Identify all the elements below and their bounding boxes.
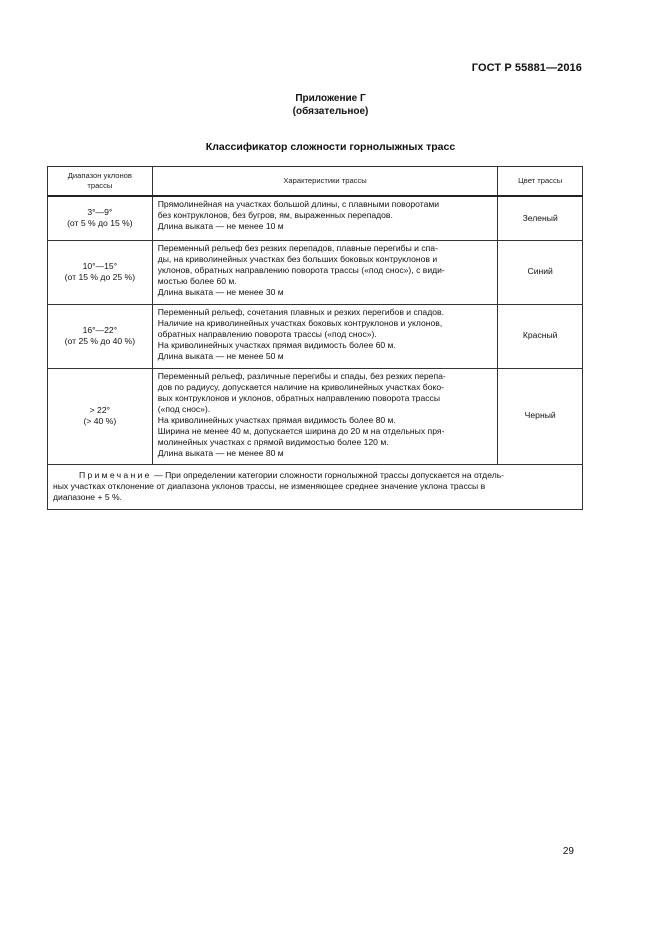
trail-color-cell: Красный [498,304,583,368]
characteristics-line: («под снос»). [157,403,211,414]
characteristics-line: без контруклонов, без бугров, ям, выраженных перепадов. [157,210,393,221]
characteristics-line: вых контруклонов и уклонов, обратных направлению поворота трассы [157,392,440,403]
note-line [53,470,577,481]
table-row [48,240,583,304]
characteristics-line: Ширина не менее 40 м, допускается ширина до 20 м на отдельных пря- [157,425,445,436]
characteristics-line: уклонов, обратных направлению поворота трассы («под снос»), с види- [157,264,445,275]
table-title: Классификатор сложности горнолыжных трасс [205,141,456,153]
note-label: Примечание [79,469,152,480]
document-id: ГОСТ Р 55881—2016 [471,62,582,74]
table-row [48,196,583,240]
characteristics-cell [152,368,498,464]
characteristics-cell [152,240,498,304]
characteristics-line: На криволинейных участках прямая видимость более 80 м. [157,414,396,425]
note-line: диапазоне + 5 %. [53,491,123,502]
slope-range-percent: (от 15 % до 25 %) [64,272,136,282]
table-note-row [48,464,583,509]
characteristics-line: молинейных участках с прямой видимостью более 120 м. [157,437,389,448]
characteristics-line: Наличие на криволинейных участках боковых контруклонов и уклонов, [157,317,443,328]
column-header-range-line: трассы [87,181,113,190]
column-header-color: Цвет трассы [498,167,583,197]
slope-range-degrees: 10°—15° [82,260,118,271]
column-header-characteristics: Характеристики трассы [152,167,498,197]
column-header-range [48,167,153,197]
annex-heading [0,92,661,118]
characteristics-line: Прямолинейная на участках большой длины, с плавными поворотами [157,199,440,209]
characteristics-line: обратных направлению поворота трассы («под снос»). [157,328,377,339]
slope-range-degrees: > 22° [89,404,111,415]
slope-range-degrees: 3°—9° [87,207,113,218]
page-number: 29 [562,846,574,857]
trail-color-cell: Синий [498,240,583,304]
table-header-row [48,167,583,197]
characteristics-line: мостью более 60 м. [157,275,237,286]
slope-range-cell [48,196,153,240]
annex-status: (обязательное) [292,106,369,117]
characteristics-line: дов по радиусу, допускается наличие на криволинейных участках боко- [157,381,444,392]
characteristics-line: Переменный рельеф, различные перегибы и спады, без резких перепа- [157,370,446,381]
characteristics-line: Переменный рельеф, сочетания плавных и резких перегибов и спадов. [157,306,444,317]
annex-title: Приложение Г [295,93,366,104]
characteristics-line: Длина выката — не менее 30 м [157,286,284,297]
slope-range-cell [48,368,153,464]
slope-range-percent: (от 5 % до 15 %) [67,218,133,229]
note-text: — При определении категории сложности горнолыжной трассы допускается на отдель- [154,469,505,480]
characteristics-cell [152,304,498,368]
characteristics-cell [152,196,498,240]
column-header-range-line: Диапазон уклонов [67,171,132,180]
trail-color-cell: Зеленый [498,196,583,240]
characteristics-line: Длина выката — не менее 50 м [157,350,284,361]
characteristics-line: На криволинейных участках прямая видимость более 60 м. [157,339,396,350]
slope-range-percent: (от 25 % до 40 %) [64,336,136,346]
table-note [48,464,583,509]
slope-range-cell [48,304,153,368]
table-row [48,368,583,464]
trail-color-cell: Черный [498,368,583,464]
characteristics-line: ды, на криволинейных участках без больших боковых контруклонов и [157,253,438,264]
slope-range-cell [48,240,153,304]
characteristics-line: Длина выката — не менее 10 м [157,221,284,232]
characteristics-line: Переменный рельеф без резких перепадов, плавные перегибы и спа- [157,242,438,253]
classifier-table [47,166,583,510]
characteristics-line: Длина выката — не менее 80 м [157,448,284,459]
note-line: ных участках отклонение от диапазона уклонов трассы, не изменяющее среднее значение уклона трассы в [53,480,486,491]
slope-range-degrees: 16°—22° [82,324,118,335]
slope-range-percent: (> 40 %) [83,416,117,426]
table-row [48,304,583,368]
